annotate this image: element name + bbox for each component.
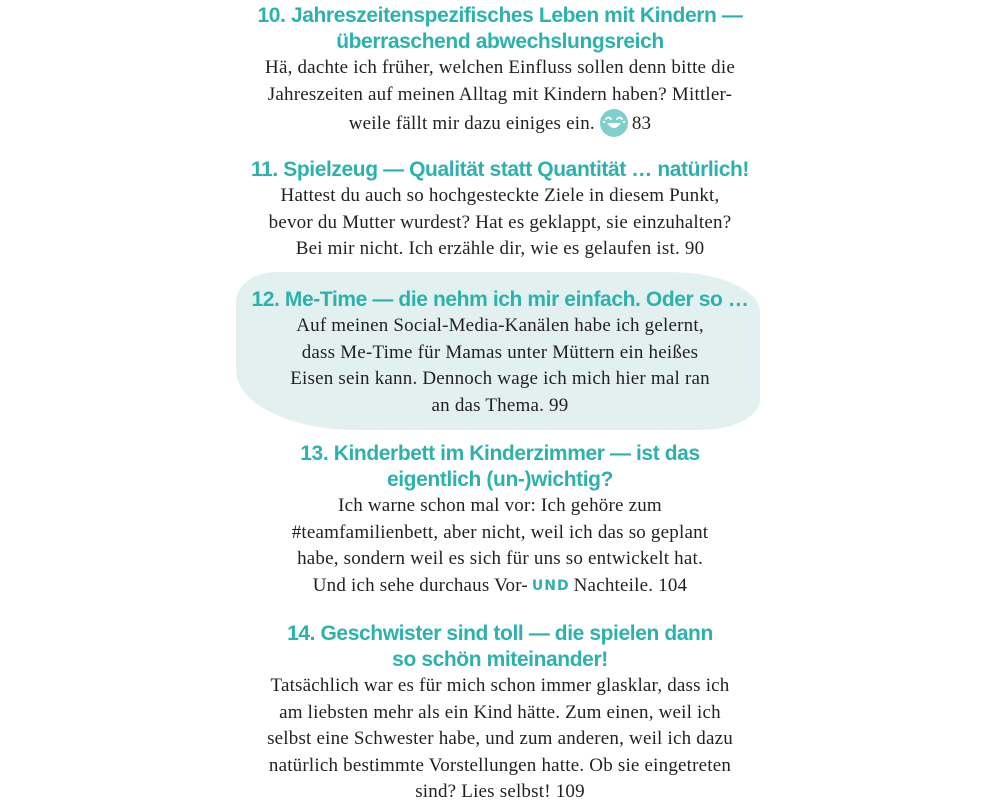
toc-heading [230,3,770,55]
body-line [230,779,770,806]
page-number: 104 [658,574,688,596]
heading-line: 12. Me-Time — die nehm ich mir einfach. Oder so … [251,288,749,311]
body-line: selbst eine Schwester habe, und zum anderen, weil ich dazu [267,728,733,749]
body-line: Jahreszeiten auf meinen Alltag mit Kindern haben? Mittler- [267,83,733,105]
body-line-text: sind? Lies selbst! [415,781,551,802]
body-line: Ich warne schon mal vor: Ich gehöre zum [338,495,662,516]
toc-heading [230,441,770,493]
body-line: natürlich bestimmte Vorstellungen hatte. Ob sie eingetreten [268,754,732,776]
page-number: 83 [631,113,652,134]
toc-description [230,673,770,806]
body-line: am liebsten mehr als ein Kind hätte. Zum einen, weil ich [279,701,721,723]
emphasis-und: UND [531,577,570,594]
page-number: 109 [555,781,585,802]
page-number: 99 [549,394,569,416]
toc-entry-10 [230,3,770,138]
body-line [230,236,770,263]
toc-heading [230,621,770,673]
body-line-text: Und ich sehe durchaus Vor- [312,574,528,596]
toc-entry-14 [230,621,770,806]
toc-description [230,55,770,138]
body-line [230,393,770,420]
body-line [230,108,770,138]
body-line-text: Nachteile. [573,574,654,596]
toc-description [230,183,770,263]
heading-line: eigentlich (un-)wichtig? [386,468,614,491]
body-line: Auf meinen Social-Media-Kanälen habe ich gelernt, [296,315,704,336]
body-line-text: weile fällt mir dazu einiges ein. [348,113,595,134]
laughing-face-icon [599,108,629,138]
body-line: Eisen sein kann. Dennoch wage ich mich hier mal ran [290,368,710,389]
body-line-text: Bei mir nicht. Ich erzähle dir, wie es gelaufen ist. [295,238,680,259]
toc-entry-12 [230,287,770,419]
body-line: habe, sondern weil es sich für uns so entwickelt hat. [297,548,703,569]
body-line: Hä, dachte ich früher, welchen Einfluss sollen denn bitte die [265,57,735,78]
heading-line: 14. Geschwister sind toll — die spielen dann [287,622,713,645]
body-line: bevor du Mutter wurdest? Hat es geklappt, sie einzuhalten? [268,211,732,233]
toc-heading [230,287,770,313]
body-line: #teamfamilienbett, aber nicht, weil ich das so geplant [291,521,709,543]
body-line-text: an das Thema. [431,394,545,416]
body-line: Tatsächlich war es für mich schon immer glasklar, dass ich [270,675,730,696]
toc-heading [230,157,770,183]
body-line [230,573,770,600]
toc-entry-13 [230,441,770,599]
heading-line: 13. Kinderbett im Kinderzimmer — ist das [300,442,700,465]
toc-entry-11 [230,157,770,263]
toc-description [230,313,770,419]
body-line: dass Me-Time für Mamas unter Müttern ein heißes [301,341,699,363]
heading-line: 11. Spielzeug — Qualität statt Quantität … natürlich! [250,158,750,181]
heading-line: überraschend abwechslungsreich [336,30,664,53]
heading-line: 10. Jahreszeitenspezifisches Leben mit Kindern — [257,4,743,27]
heading-line: so schön miteinander! [392,648,608,671]
page-number: 90 [684,238,705,259]
toc-description [230,493,770,599]
body-line: Hattest du auch so hochgesteckte Ziele in diesem Punkt, [280,185,720,206]
